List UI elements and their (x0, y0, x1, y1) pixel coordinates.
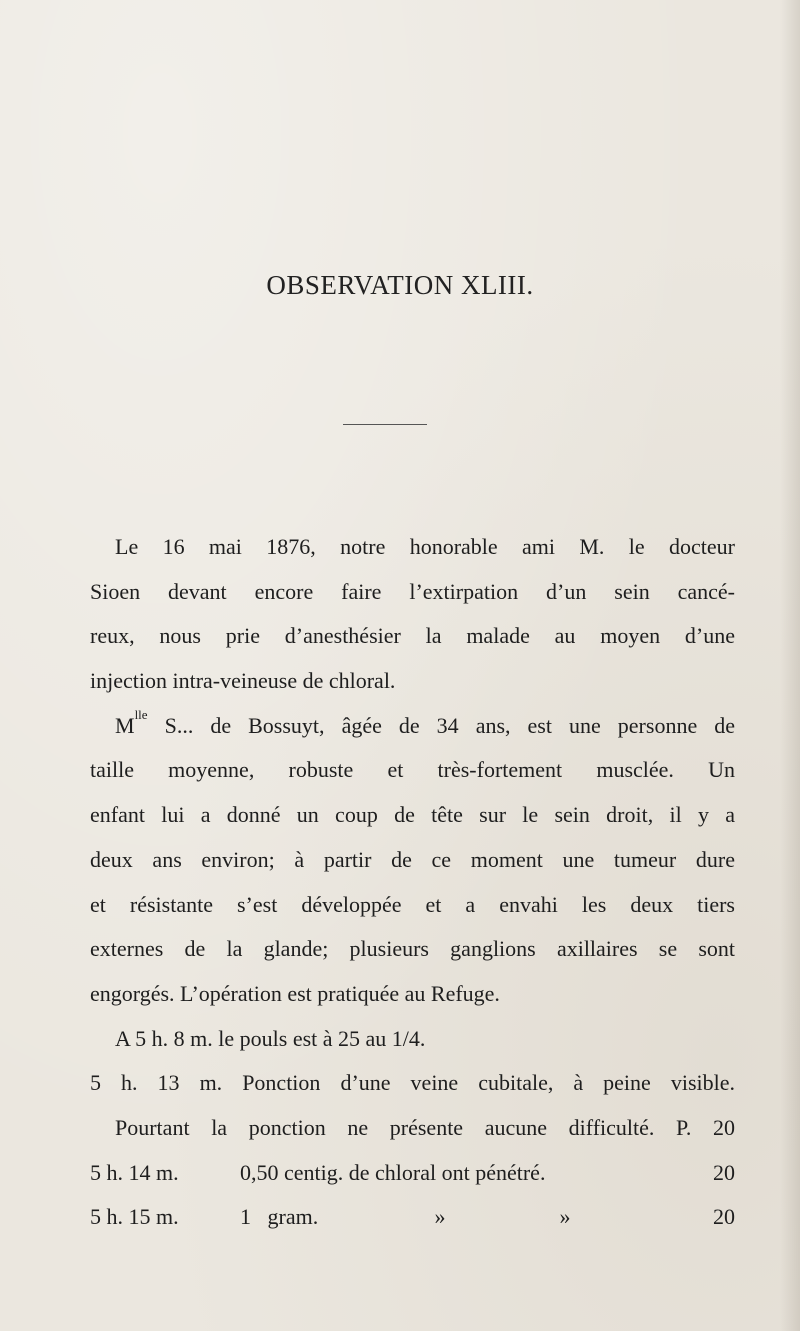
text-fragment: S... de Bossuyt, âgée de 34 ans, est une personne de (147, 712, 735, 738)
ditto-mark: » (559, 1204, 571, 1230)
text-line: injection intra-veineuse de chloral. (90, 668, 396, 694)
text-line: Sioen devant encore faire l’extirpation d’un sein cancé- (90, 578, 735, 604)
text-line: et résistante s’est développée et a envahi les deux tiers (90, 891, 735, 917)
text-line: Le 16 mai 1876, notre honorable ami M. le docteur (115, 534, 735, 559)
text-line: Pourtant la ponction ne présente aucune difficulté. P. 20 (115, 1114, 735, 1140)
record-pulse: 20 (713, 1159, 735, 1185)
title-abbrev: M (115, 712, 135, 738)
separator-rule (343, 424, 427, 425)
text-line: externes de la glande; plusieurs ganglions axillaires se sont (90, 936, 735, 962)
text-line (90, 704, 735, 749)
record-row (90, 1195, 735, 1240)
text-line: enfant lui a donné un coup de tête sur le sein droit, il y a (90, 802, 735, 828)
record-time: 5 h. 15 m. (90, 1204, 179, 1230)
ditto-mark: » (434, 1204, 446, 1230)
text-line: deux ans environ; à partir de ce moment une tumeur dure (90, 846, 735, 872)
title-sup: lle (134, 707, 148, 723)
text-line: engorgés. L’opération est pratiquée au Refuge. (90, 980, 500, 1006)
record-dose: 1 gram. (240, 1204, 319, 1230)
record-row (90, 1151, 735, 1196)
record-pulse: 20 (713, 1204, 735, 1230)
record-dose: 0,50 centig. de chloral ont pénétré. (240, 1159, 546, 1185)
text-line: A 5 h. 8 m. le pouls est à 25 au 1/4. (115, 1025, 426, 1051)
observation-heading: OBSERVATION XLIII. (266, 270, 534, 300)
text-line: reux, nous prie d’anesthésier la malade au moyen d’une (90, 623, 735, 649)
text-line: 5 h. 13 m. Ponction d’une veine cubitale, à peine visible. (90, 1070, 735, 1096)
text-line: taille moyenne, robuste et très-fortement musclée. Un (90, 757, 735, 783)
record-time: 5 h. 14 m. (90, 1159, 179, 1185)
page-edge-shadow (780, 0, 800, 1331)
body-text (90, 525, 735, 1240)
